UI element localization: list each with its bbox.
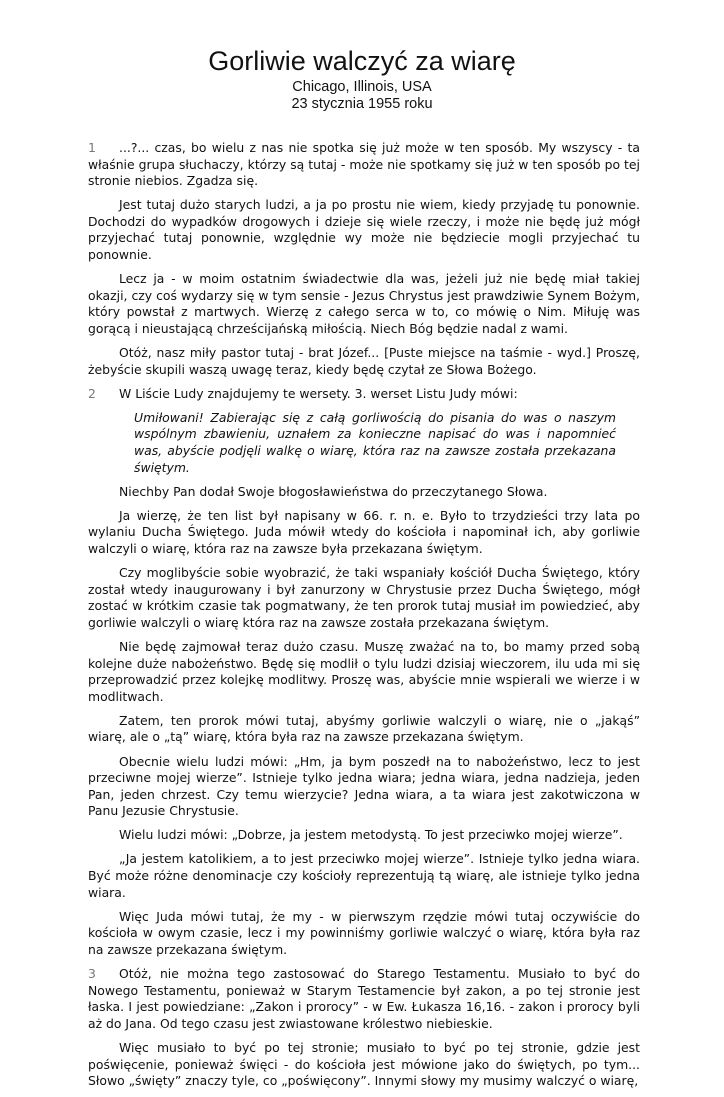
- paragraph: Więc Juda mówi tutaj, że my - w pierwszym rzędzie mówi tutaj oczywiście do kościoła w owym czasie, lecz i my powinniśmy gorliwie walczyć o wiarę, która była raz na zawsze przekazana świętym.: [88, 908, 640, 957]
- paragraph: Zatem, ten prorok mówi tutaj, abyśmy gorliwie walczyli o wiarę, nie o „jakąś” wiarę, ale o „tą” wiarę, która była raz na zawsze przekazana świętym.: [88, 712, 640, 745]
- paragraph: Więc musiało to być po tej stronie; musiało to być po tej stronie, gdzie jest poświęcenie, ponieważ święci - do kościoła jest mówione jako do świętych, po tym... Słowo „święty” znaczy tyle, co „poświęcony”. Innymi słowy my musimy walczyć o wiarę,: [88, 1039, 640, 1089]
- paragraph-text: Otóż, nie można tego zastosować do Starego Testamentu. Musiało to być do Nowego Testamentu, ponieważ w Starym Testamencie był zakon, a po tej stronie jest łaska. I jest powiedziane: „Zakon i prorocy” - w Ew. Łukasza 16,16. - zakon i prorocy byli aż do Jana. Od tego czasu jest zwiastowane królestwo niebieskie.: [88, 966, 640, 1031]
- scripture-quote: Umiłowani! Zabierając się z całą gorliwością do pisania do was o naszym wspólnym zbawieniu, uznałem za konieczne napisać do was i napomnieć was, abyście podjęli walkę o wiarę, która raz na zawsze została przekazana świętym.: [134, 409, 616, 475]
- paragraph-text: ...?... czas, bo wielu z nas nie spotka się już może w ten sposób. My wszyscy - ta właśnie grupa słuchaczy, którzy są tutaj - może nie spotkamy się już w ten sposób po tej stronie niebios. Zgadza się.: [88, 140, 640, 189]
- paragraph-number: 3: [88, 966, 96, 982]
- document-title: Gorliwie walczyć za wiarę: [208, 46, 516, 76]
- document-date: 23 stycznia 1955 roku: [291, 96, 433, 112]
- paragraph: Niechby Pan dodał Swoje błogosławieństwa do przeczytanego Słowa.: [119, 483, 548, 499]
- paragraph: [88, 140, 640, 190]
- paragraph: „Ja jestem katolikiem, a to jest przeciwko mojej wierze”. Istnieje tylko jedna wiara. Być może różne denominacje czy kościoły reprezentują tą wiarę, ale istnieje tylko jedna wiara.: [88, 851, 640, 900]
- paragraph-number: 2: [88, 385, 96, 401]
- paragraph: Nie będę zajmował teraz dużo czasu. Muszę zważać na to, bo mamy przed sobą kolejne duże nabożeństwo. Będę się modlił o tylu ludzi dzisiaj wieczorem, ilu uda mi się przeprowadzić przez kolejkę modlitwy. Proszę was, abyście mnie wspierali we wierze i w modlitwach.: [88, 638, 640, 704]
- paragraph: Jest tutaj dużo starych ludzi, a ja po prostu nie wiem, kiedy przyjadę tu ponownie. Dochodzi do wypadków drogowych i dzieje się wiele rzeczy, i może nie będę już mógł przyjechać tutaj ponownie, względnie wy może nie będziecie mogli przyjechać tu ponownie.: [88, 197, 640, 263]
- paragraph: Wielu ludzi mówi: „Dobrze, ja jestem metodystą. To jest przeciwko mojej wierze”.: [119, 827, 623, 843]
- paragraph-text: W Liście Ludy znajdujemy te wersety. 3. werset Listu Judy mówi:: [119, 385, 518, 401]
- paragraph: Lecz ja - w moim ostatnim świadectwie dla was, jeżeli już nie będę miał takiej okazji, czy coś wydarzy się w tym sensie - Jezus Chrystus jest prawdziwie Synem Bożym, który powstał z martwych. Wierzę z całego serca w to, co mówię o Nim. Miłuję was gorącą i nieustającą chrześcijańską miłością. Niech Bóg będzie nadal z wami.: [88, 271, 640, 336]
- paragraph: Ja wierzę, że ten list był napisany w 66. r. n. e. Było to trzydzieści trzy lata po wylaniu Ducha Świętego. Juda mówił wtedy do kościoła i napominał ich, aby gorliwie walczyli o wiarę, która raz na zawsze była przekazana świętym.: [88, 507, 640, 556]
- document-body: [88, 140, 640, 1097]
- paragraph: Czy moglibyście sobie wyobrazić, że taki wspaniały kościół Ducha Świętego, który został wtedy inaugurowany i był zanurzony w Chrystusie przez Ducha Świętego, mógł zostać w krótkim czasie tak pogmatwany, że ten prorok tutaj musiał im powiedzieć, aby gorliwie walczyli o wiarę która raz na zawsze została przekazana świętym.: [88, 565, 640, 630]
- paragraph-number: 1: [88, 140, 96, 155]
- paragraph: [88, 386, 640, 403]
- paragraph: Otóż, nasz miły pastor tutaj - brat Józef... [Puste miejsce na taśmie - wyd.] Proszę, żebyście skupili waszą uwagę teraz, kiedy będę czytał ze Słowa Bożego.: [88, 345, 640, 377]
- paragraph: Obecnie wielu ludzi mówi: „Hm, ja bym poszedł na to nabożeństwo, lecz to jest przeciwne mojej wierze”. Istnieje tylko jedna wiara; jedna wiara, jedna nadzieja, jeden Pan, jeden chrzest. Czy temu wierzycie? Jedna wiara, a ta wiara jest zakotwiczona w Panu Jezusie Chrystusie.: [88, 753, 640, 819]
- document-location: Chicago, Illinois, USA: [292, 79, 432, 95]
- paragraph: [88, 966, 640, 1032]
